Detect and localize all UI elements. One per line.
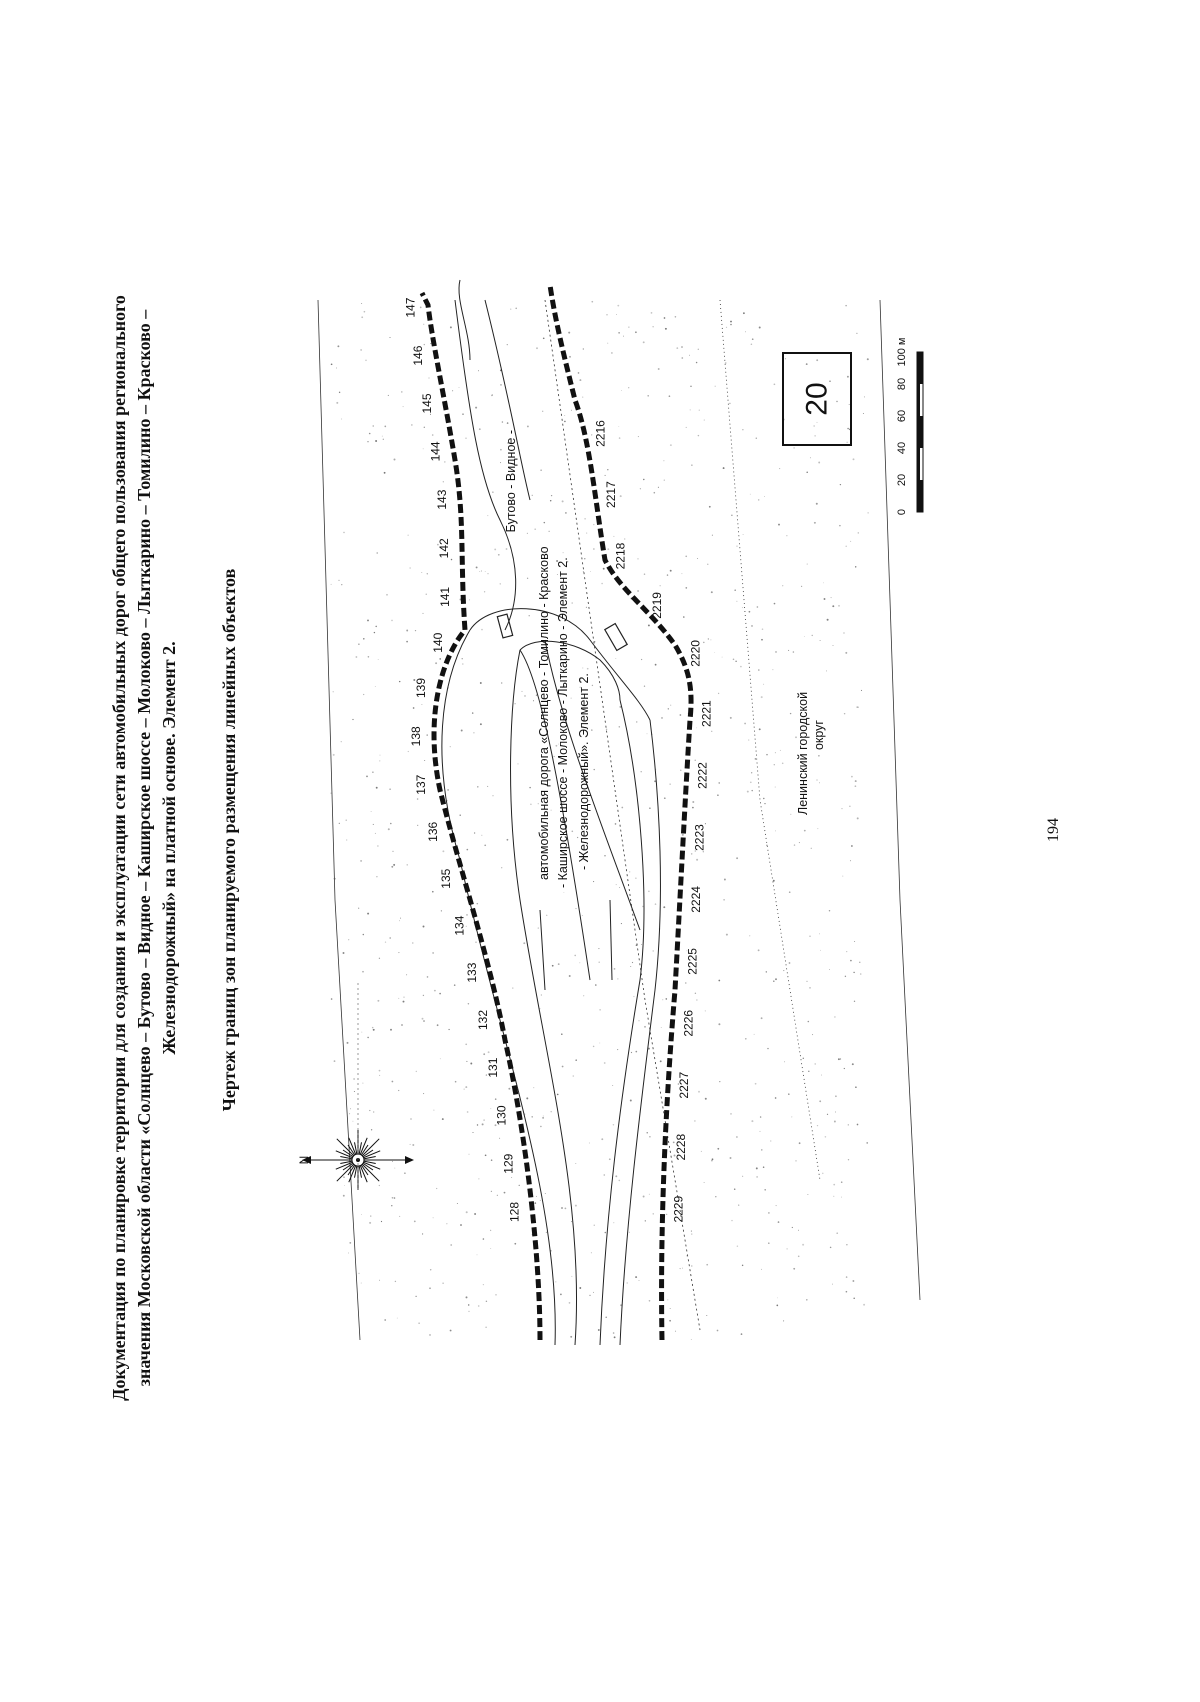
road-label-line-2b: автомобильная дорога «Солнцево - Томилино - Красково (537, 546, 551, 880)
boundary-point-label: 2217 (604, 481, 619, 508)
boundary-point-label: 2225 (685, 948, 700, 975)
boundary-point-label: 140 (431, 632, 446, 653)
scale-bar-segment (917, 352, 923, 384)
road-label-line-4: - Железнодорожный». Элемент 2. (577, 673, 591, 870)
scale-bar (896, 338, 923, 516)
north-label: N (297, 1155, 311, 1165)
road-label-line-1: Бутово - Видное - (504, 430, 518, 533)
boundary-point-label: 147 (403, 297, 418, 318)
scale-bar-tick-label: 100 м (896, 337, 908, 367)
scale-bar-tick-label: 80 (896, 377, 908, 391)
boundary-point-label: 134 (452, 915, 467, 936)
sheet-number: 20 (800, 382, 834, 416)
boundary-point-label: 2227 (677, 1071, 692, 1099)
boundary-point-label: 133 (464, 962, 479, 983)
boundary-point-label: 131 (485, 1057, 500, 1078)
boundary-point-label: 141 (438, 586, 453, 607)
boundary-point-label: 129 (501, 1153, 516, 1174)
boundary-point-label: 2221 (699, 700, 714, 727)
boundary-point-label: 137 (413, 774, 428, 795)
boundary-point-label: 2226 (681, 1009, 696, 1037)
boundary-point-label: 142 (437, 538, 451, 559)
scale-bar-segment (917, 480, 923, 512)
district-label (796, 692, 826, 815)
district-label-line-1: Ленинский городской (796, 691, 810, 815)
scale-bar-tick-label: 60 (896, 409, 908, 423)
north-arrow-icon (302, 980, 414, 1190)
boundary-point-label: 2219 (649, 592, 664, 619)
district-label-line-2: округ (812, 720, 826, 751)
boundary-point-label: 144 (428, 441, 443, 462)
boundary-point-label: 2229 (671, 1195, 686, 1223)
title-line-1: Документация по планировке территории для создания и эксплуатации сети автомобильных дорог общего пользования регионального (109, 295, 129, 1401)
document-title (109, 295, 179, 1401)
boundary-point-label: 146 (411, 345, 425, 366)
scale-bar-tick-label: 0 (896, 508, 908, 516)
boundary-point-label: 2228 (673, 1133, 688, 1161)
title-line-2: значения Московской области «Солнцево – Бутово – Видное – Каширское шоссе – Молоково – Лыткарино – Томилино – Красково – (134, 309, 154, 1387)
boundary-point-label: 143 (434, 489, 449, 510)
road-label-line-3: - Каширское шоссе - Молоково - Лыткарино - Элемент 2. (556, 557, 570, 888)
boundary-point-label: 145 (419, 393, 434, 414)
boundary-point-label: 135 (439, 868, 454, 889)
sheet-number-box (783, 353, 851, 445)
boundary-point-label: 2223 (692, 824, 707, 851)
scale-bar-segment (917, 416, 923, 448)
south-boundary-points (594, 420, 714, 1223)
scale-bar-segment (917, 384, 920, 416)
title-line-3: Железнодорожный» на платной основе. Элемент 2. (159, 641, 179, 1055)
scale-bar-tick-label: 40 (896, 441, 908, 455)
south-boundary-line (550, 285, 691, 1340)
boundary-point-label: 128 (507, 1201, 522, 1223)
boundary-point-label: 2216 (593, 420, 608, 447)
boundary-point-label: 2222 (695, 762, 710, 789)
scale-bar-segment (917, 448, 920, 480)
boundary-point-label: 139 (413, 677, 428, 699)
boundary-point-label: 132 (476, 1009, 490, 1031)
page-number: 194 (1045, 818, 1062, 842)
boundary-point-label: 130 (494, 1105, 509, 1126)
road-lines (442, 280, 661, 1345)
boundary-point-label: 138 (409, 726, 423, 747)
boundary-point-label: 2224 (688, 886, 703, 913)
boundary-point-label: 2218 (613, 542, 628, 570)
scale-bar-tick-label: 20 (896, 473, 908, 487)
boundary-point-label: 136 (426, 821, 440, 842)
drawing-subtitle: Чертеж границ зон планируемого размещения линейных объектов (219, 568, 239, 1112)
boundary-point-label: 2220 (688, 640, 703, 667)
map-frame (318, 300, 920, 1340)
road-label (504, 270, 591, 888)
